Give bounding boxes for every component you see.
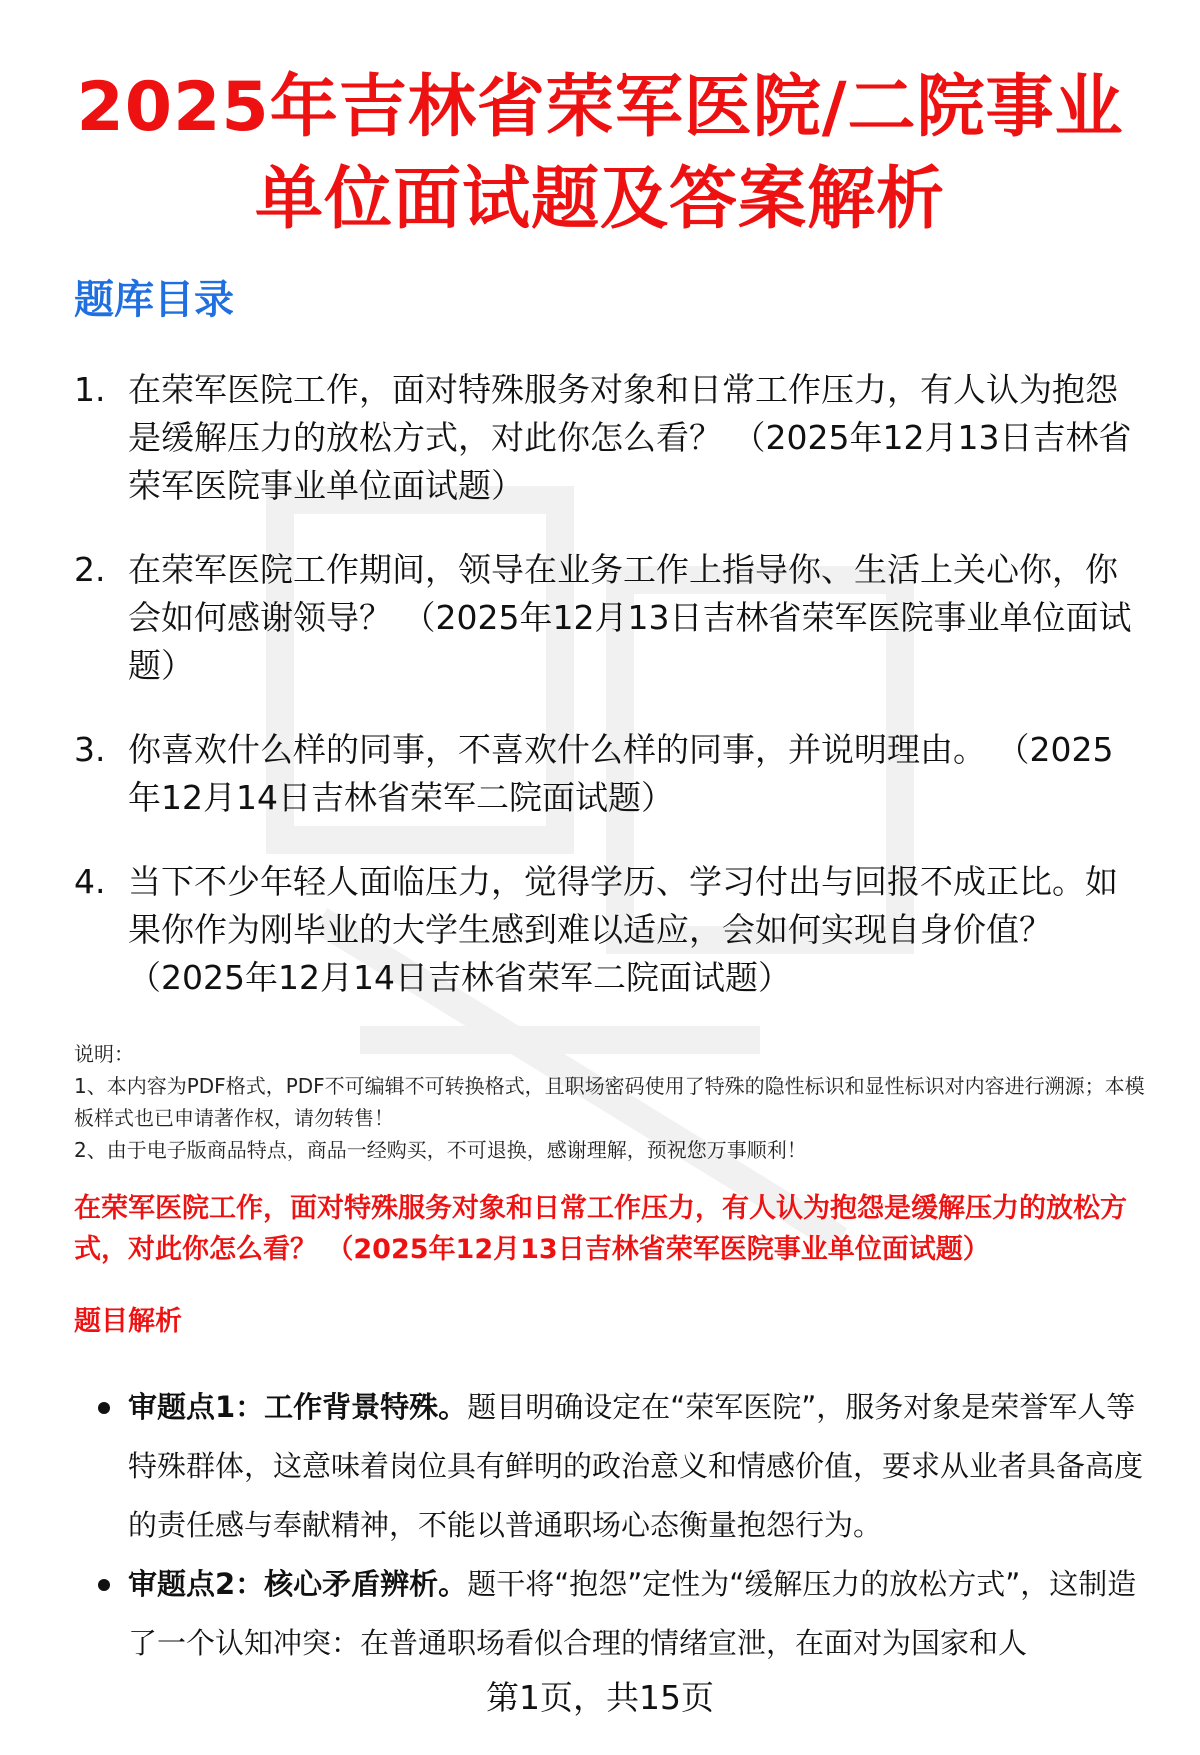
toc-item-text: 在荣军医院工作，面对特殊服务对象和日常工作压力，有人认为抱怨是缓解压力的放松方式，对此你怎么看？ （2025年12月13日吉林省荣军医院事业单位面试题）	[128, 370, 1132, 505]
toc-item-number: 2.	[74, 550, 106, 589]
toc-item-text: 当下不少年轻人面临压力，觉得学历、学习付出与回报不成正比。如果你作为刚毕业的大学生感到难以适应，会如何实现自身价值？ （2025年12月14日吉林省荣军二院面试题）	[128, 862, 1118, 997]
toc-item-number: 3.	[74, 730, 106, 769]
analysis-point	[98, 1378, 1148, 1555]
point-text: 题目明确设定在“荣军医院”，服务对象是荣誉军人等特殊群体，这意味着岗位具有鲜明的政治意义和情感价值，要求从业者具备高度的责任感与奉献精神，不能以普通职场心态衡量抱怨行为。	[128, 1390, 1144, 1542]
toc-heading: 题库目录	[74, 277, 234, 323]
note-label: 说明：	[74, 1042, 134, 1066]
toc-item-number: 4.	[74, 862, 106, 901]
note-section	[74, 1038, 1154, 1166]
toc-item[interactable]	[74, 726, 1144, 822]
bullet-icon	[98, 1402, 110, 1414]
note-line-2: 2、由于电子版商品特点，商品一经购买，不可退换，感谢理解，预祝您万事顺利！	[74, 1138, 807, 1162]
title-line-2: 单位面试题及答案解析	[254, 160, 945, 239]
analysis-point	[98, 1555, 1148, 1673]
toc-item[interactable]	[74, 858, 1144, 1002]
toc-item-number: 1.	[74, 370, 106, 409]
bullet-icon	[98, 1579, 110, 1591]
note-line-1: 1、本内容为PDF格式，PDF不可编辑不可转换格式，且职场密码使用了特殊的隐性标识和显性标识对内容进行溯源；本模板样式也已申请著作权，请勿转售！	[74, 1074, 1145, 1130]
point-text: 题干将“抱怨”定性为“缓解压力的放松方式”，这制造了一个认知冲突：在普通职场看似合理的情绪宣泄，在面对为国家和人	[128, 1567, 1137, 1660]
title-line-1: 2025年吉林省荣军医院/二院事业	[76, 68, 1124, 147]
analysis-points	[98, 1378, 1148, 1673]
toc-item[interactable]	[74, 546, 1144, 690]
document-title	[60, 62, 1140, 246]
toc-item-text: 在荣军医院工作期间，领导在业务工作上指导你、生活上关心你，你会如何感谢领导？ （2025年12月13日吉林省荣军医院事业单位面试题）	[128, 550, 1132, 685]
point-title: 审题点1：工作背景特殊。	[128, 1390, 468, 1424]
page-footer: 第1页，共15页	[486, 1678, 714, 1717]
toc-item-text: 你喜欢什么样的同事，不喜欢什么样的同事，并说明理由。 （2025年12月14日吉林省荣军二院面试题）	[128, 730, 1114, 817]
toc-item[interactable]	[74, 366, 1144, 510]
toc-list	[74, 366, 1144, 1038]
question-heading: 在荣军医院工作，面对特殊服务对象和日常工作压力，有人认为抱怨是缓解压力的放松方式，对此你怎么看？ （2025年12月13日吉林省荣军医院事业单位面试题）	[74, 1193, 1127, 1265]
point-title: 审题点2：核心矛盾辨析。	[128, 1567, 468, 1601]
analysis-heading: 题目解析	[74, 1306, 182, 1337]
